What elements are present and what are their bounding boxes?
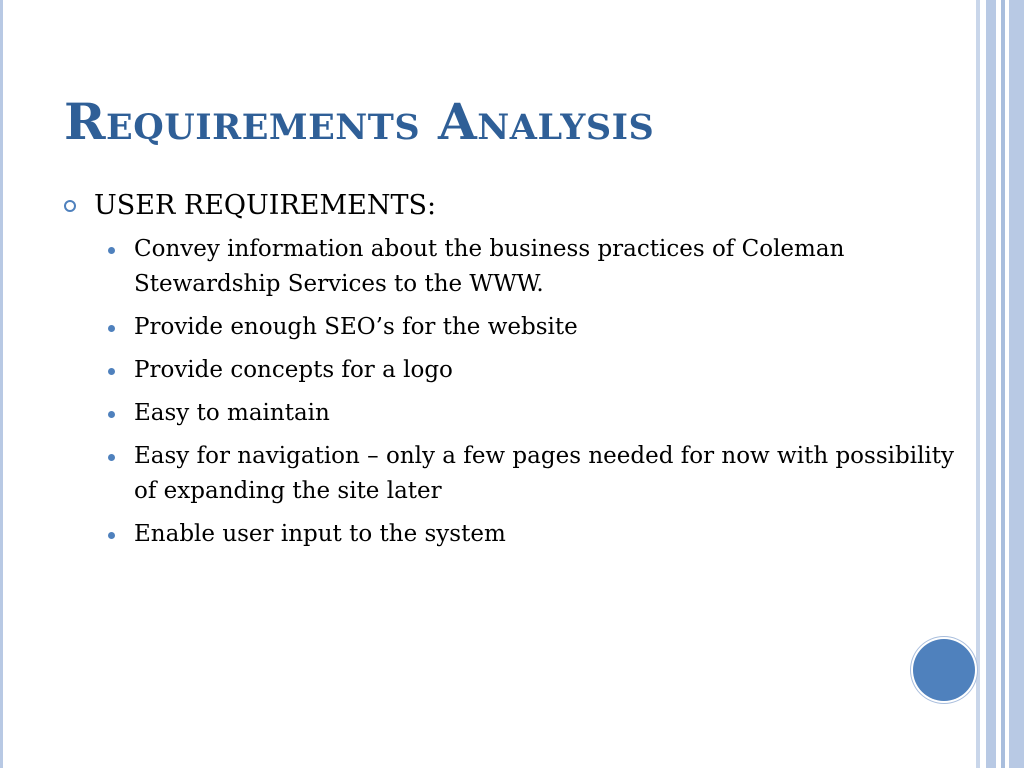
list-item-text: Easy to maintain [134,400,330,426]
circle-decoration [913,639,975,701]
right-decorative-frame [976,0,1024,768]
dot-bullet-icon [108,368,115,375]
frame-band [976,0,980,768]
dot-bullet-icon [108,532,115,539]
list-item-text: Convey information about the business practices of Coleman Stewardship Services to the WWW. [134,236,845,297]
frame-band [1001,0,1005,768]
ring-bullet-icon [64,200,76,212]
list-item-text: Provide concepts for a logo [134,357,453,383]
list-item-text: Provide enough SEO’s for the website [134,314,578,340]
slide-content [64,186,964,560]
slide-title: Requirements Analysis [64,92,655,151]
list-item-text: Easy for navigation – only a few pages needed for now with possibility of expanding the site later [134,443,955,504]
dot-bullet-icon [108,325,115,332]
frame-band [1009,0,1024,768]
requirements-list [64,232,964,552]
list-item [64,396,964,431]
list-item [64,232,964,302]
dot-bullet-icon [108,411,115,418]
dot-bullet-icon [108,247,115,254]
list-item [64,353,964,388]
list-item [64,517,964,552]
left-border-rule [0,0,3,768]
frame-band [986,0,996,768]
section-heading-text: USER REQUIREMENTS: [94,190,437,221]
list-item [64,439,964,509]
section-heading [64,186,964,226]
list-item-text: Enable user input to the system [134,521,506,547]
list-item [64,310,964,345]
dot-bullet-icon [108,454,115,461]
